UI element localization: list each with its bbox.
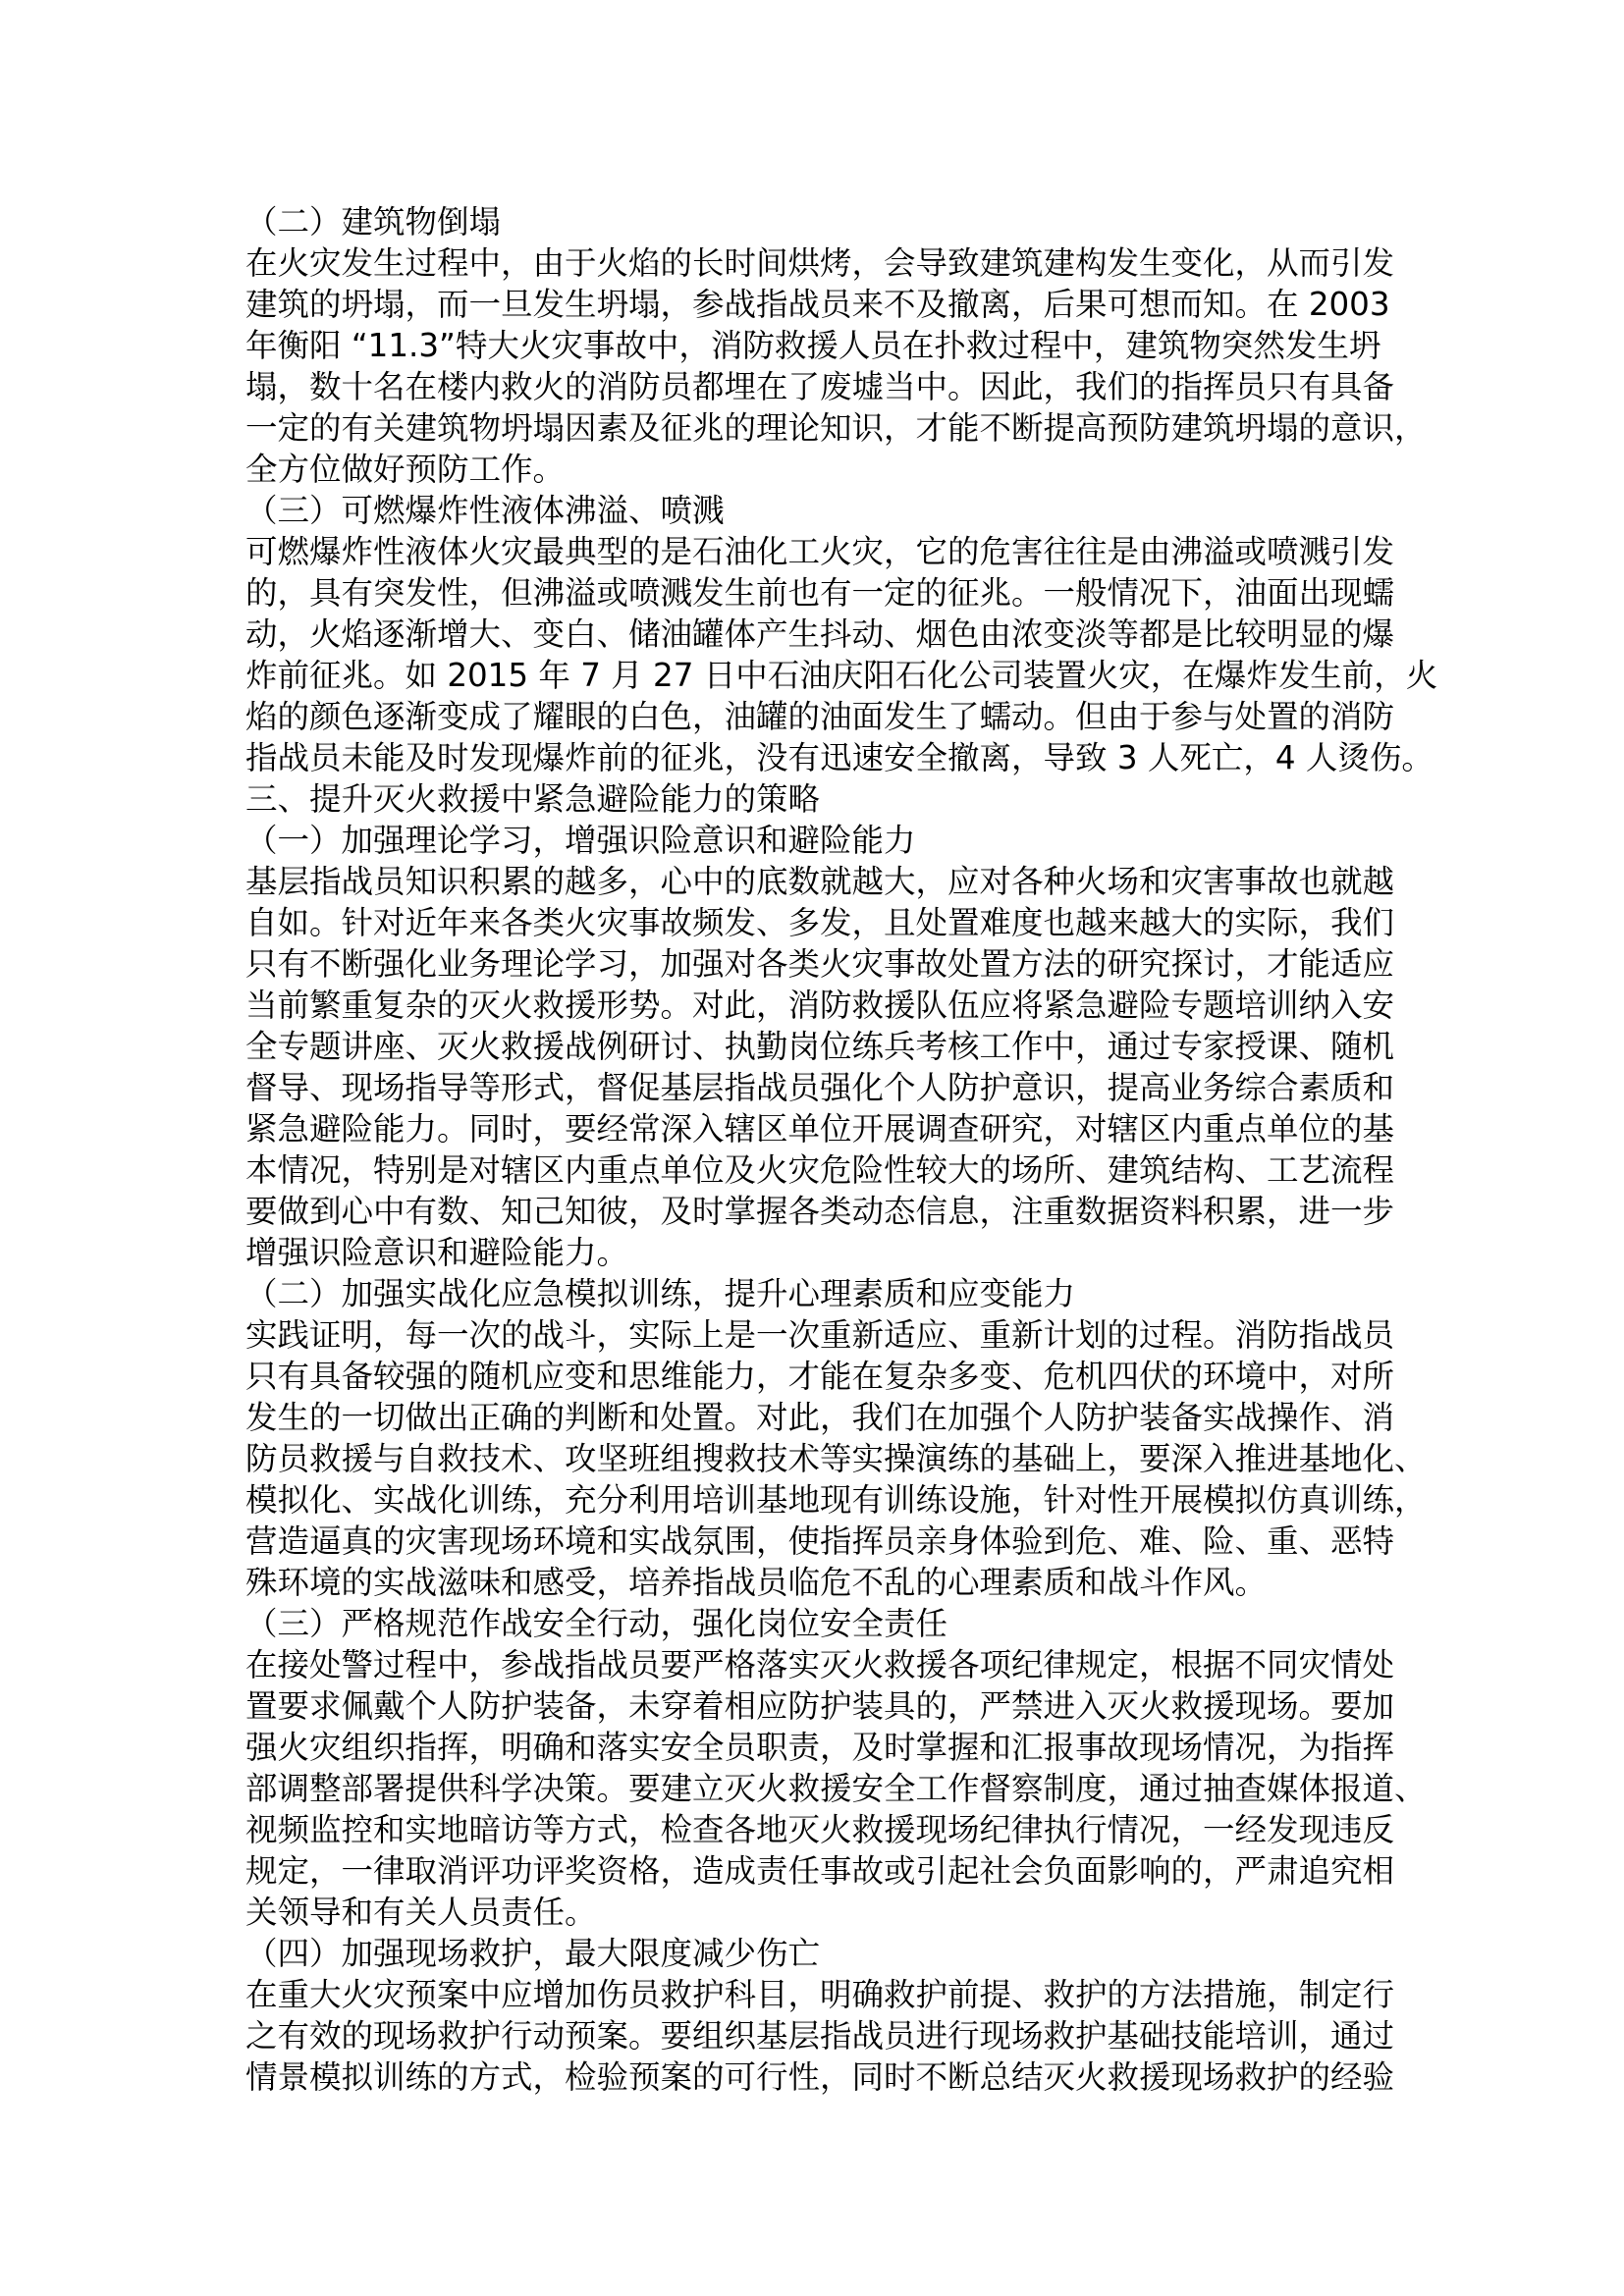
text-line-body: 在火灾发生过程中，由于火焰的长时间烘烤，会导致建筑建构发生变化，从而引发 [245, 244, 1395, 282]
text-line-body: 指战员未能及时发现爆炸前的征兆，没有迅速安全撤离，导致 3 人死亡，4 人烫伤。 [245, 739, 1434, 776]
text-line-body: 塌，数十名在楼内救火的消防员都埋在了废墟当中。因此，我们的指挥员只有具备 [245, 368, 1395, 405]
text-line-body: 部调整部署提供科学决策。要建立灭火救援安全工作督察制度，通过抽查媒体报道、 [245, 1770, 1427, 1807]
text-line-body: 规定，一律取消评功评奖资格，造成责任事故或引起社会负面影响的，严肃追究相 [245, 1852, 1395, 1890]
text-line-body: 置要求佩戴个人防护装备，未穿着相应防护装具的，严禁进入灭火救援现场。要加 [245, 1687, 1395, 1725]
text-line-subheading: （二）建筑物倒塌 [245, 203, 502, 240]
text-line-body: 关领导和有关人员责任。 [245, 1894, 597, 1931]
text-line-body: 强火灾组织指挥，明确和落实安全员职责，及时掌握和汇报事故现场情况，为指挥 [245, 1729, 1395, 1766]
text-line-subheading: （三）可燃爆炸性液体沸溢、喷溅 [245, 492, 725, 529]
text-line-body: 在接处警过程中，参战指战员要严格落实灭火救援各项纪律规定，根据不同灾情处 [245, 1646, 1395, 1683]
text-line-body: 之有效的现场救护行动预案。要组织基层指战员进行现场救护基础技能培训，通过 [245, 2017, 1395, 2055]
text-line-body: 一定的有关建筑物坍塌因素及征兆的理论知识，才能不断提高预防建筑坍塌的意识， [245, 409, 1427, 447]
text-line-body: 炸前征兆。如 2015 年 7 月 27 日中石油庆阳石化公司装置火灾，在爆炸发生前，火 [245, 657, 1438, 694]
text-line-body: 基层指战员知识积累的越多，心中的底数就越大，应对各种火场和灾害事故也就越 [245, 863, 1395, 900]
text-line-body: 自如。针对近年来各类火灾事故频发、多发，且处置难度也越来越大的实际，我们 [245, 904, 1395, 941]
text-line-body: 焰的颜色逐渐变成了耀眼的白色，油罐的油面发生了蠕动。但由于参与处置的消防 [245, 698, 1395, 735]
text-line-subheading: （四）加强现场救护，最大限度减少伤亡 [245, 1935, 821, 1972]
text-line-subheading: （三）严格规范作战安全行动，强化岗位安全责任 [245, 1605, 948, 1642]
document-text-block [245, 201, 1438, 2098]
text-line-body: 模拟化、实战化训练，充分利用培训基地现有训练设施，针对性开展模拟仿真训练， [245, 1481, 1427, 1519]
text-line-subheading: （二）加强实战化应急模拟训练，提升心理素质和应变能力 [245, 1275, 1076, 1312]
text-line-body: 情景模拟训练的方式，检验预案的可行性，同时不断总结灭火救援现场救护的经验 [245, 2058, 1395, 2096]
text-line-body: 当前繁重复杂的灭火救援形势。对此，消防救援队伍应将紧急避险专题培训纳入安 [245, 987, 1395, 1024]
text-line-body: 增强识险意识和避险能力。 [245, 1234, 629, 1271]
text-line-body: 可燃爆炸性液体火灾最典型的是石油化工火灾，它的危害往往是由沸溢或喷溅引发 [245, 533, 1395, 570]
text-line-body: 殊环境的实战滋味和感受，培养指战员临危不乱的心理素质和战斗作风。 [245, 1564, 1268, 1601]
text-line-body: 要做到心中有数、知己知彼，及时掌握各类动态信息，注重数据资料积累，进一步 [245, 1193, 1395, 1230]
text-line-body: 动，火焰逐渐增大、变白、储油罐体产生抖动、烟色由浓变淡等都是比较明显的爆 [245, 615, 1395, 653]
text-line-body: 紧急避险能力。同时，要经常深入辖区单位开展调查研究，对辖区内重点单位的基 [245, 1110, 1395, 1148]
text-line-subheading: （一）加强理论学习，增强识险意识和避险能力 [245, 822, 916, 859]
text-line-body: 实践证明，每一次的战斗，实际上是一次重新适应、重新计划的过程。消防指战员 [245, 1316, 1395, 1354]
text-line-body: 发生的一切做出正确的判断和处置。对此，我们在加强个人防护装备实战操作、消 [245, 1399, 1395, 1436]
text-line-body: 全专题讲座、灭火救援战例研讨、执勤岗位练兵考核工作中，通过专家授课、随机 [245, 1028, 1395, 1065]
text-line-body: 督导、现场指导等形式，督促基层指战员强化个人防护意识，提高业务综合素质和 [245, 1069, 1395, 1106]
text-line-body: 在重大火灾预案中应增加伤员救护科目，明确救护前提、救护的方法措施，制定行 [245, 1976, 1395, 2013]
text-line-body: 只有不断强化业务理论学习，加强对各类火灾事故处置方法的研究探讨，才能适应 [245, 945, 1395, 983]
text-line-body: 营造逼真的灾害现场环境和实战氛围，使指挥员亲身体验到危、难、险、重、恶特 [245, 1522, 1395, 1560]
text-line-body: 年衡阳 “11.3”特大火灾事故中，消防救援人员在扑救过程中，建筑物突然发生坍 [245, 327, 1381, 364]
text-line-body: 建筑的坍塌，而一旦发生坍塌，参战指战员来不及撤离，后果可想而知。在 2003 [245, 286, 1390, 323]
text-line-body: 防员救援与自救技术、攻坚班组搜救技术等实操演练的基础上，要深入推进基地化、 [245, 1440, 1427, 1477]
text-line-body: 的，具有突发性，但沸溢或喷溅发生前也有一定的征兆。一般情况下，油面出现蠕 [245, 574, 1395, 612]
text-line-body: 本情况，特别是对辖区内重点单位及火灾危险性较大的场所、建筑结构、工艺流程 [245, 1151, 1395, 1189]
text-line-body: 只有具备较强的随机应变和思维能力，才能在复杂多变、危机四伏的环境中，对所 [245, 1358, 1395, 1395]
text-line-section-heading: 三、提升灭火救援中紧急避险能力的策略 [245, 780, 821, 818]
text-line-body: 全方位做好预防工作。 [245, 451, 566, 488]
text-line-body: 视频监控和实地暗访等方式，检查各地灭火救援现场纪律执行情况，一经发现违反 [245, 1811, 1395, 1848]
